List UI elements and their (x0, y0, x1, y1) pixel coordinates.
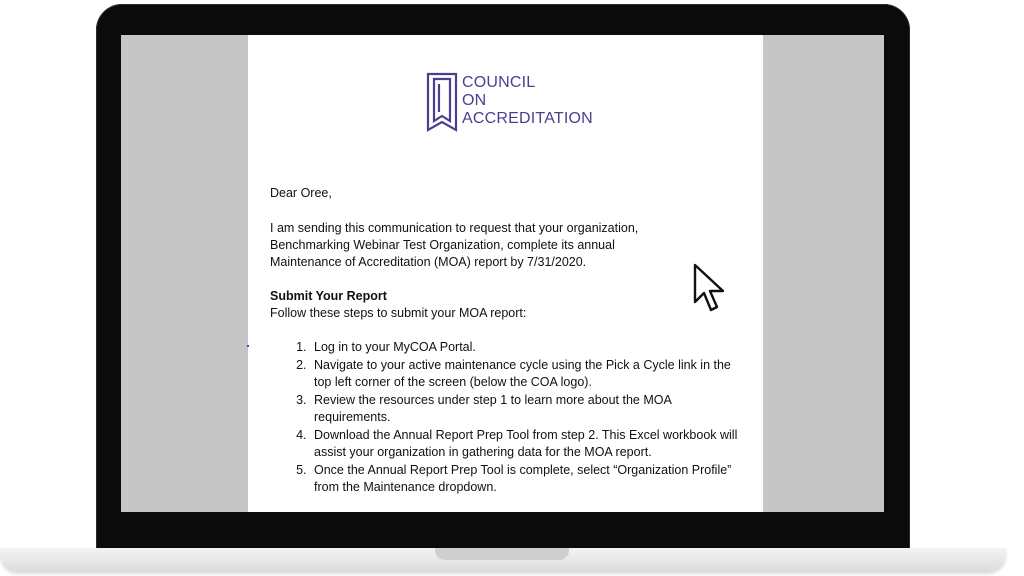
section-heading: Submit Your Report (270, 289, 387, 303)
logo-line-2: ON (462, 92, 487, 109)
stray-dot (247, 345, 249, 347)
letter-greeting: Dear Oree, (270, 186, 332, 200)
steps-intro: Follow these steps to submit your MOA report: (270, 306, 527, 320)
letter-body (270, 185, 750, 497)
logo-line-1: COUNCIL (462, 74, 536, 91)
logo-line-3: ACCREDITATION (462, 110, 593, 127)
coa-logo (426, 72, 606, 136)
letter-intro (270, 220, 750, 271)
step-item: 3. Review the resources under step 1 to learn more about the MOA requirements. (310, 392, 750, 426)
laptop-base-notch (435, 548, 569, 560)
step-item: 4. Download the Annual Report Prep Tool from step 2. This Excel workbook will assist your organization in gathering data for the MOA report. (310, 427, 750, 461)
intro-line-3: Maintenance of Accreditation (MOA) report by 7/31/2020. (270, 255, 587, 269)
step-item: 5. Once the Annual Report Prep Tool is complete, select “Organization Profile” from the Maintenance dropdown. (310, 462, 750, 496)
intro-line-2: Benchmarking Webinar Test Organization, complete its annual (270, 238, 615, 252)
coa-logo-icon (426, 72, 458, 134)
laptop-screen (121, 35, 884, 512)
step-item: 1. Log in to your MyCOA Portal. (310, 339, 750, 356)
mouse-pointer-icon (692, 262, 730, 314)
document-page (248, 35, 763, 512)
intro-line-1: I am sending this communication to request that your organization, (270, 221, 639, 235)
steps-list (270, 339, 750, 496)
step-item: 2. Navigate to your active maintenance cycle using the Pick a Cycle link in the top left corner of the screen (below the COA logo). (310, 357, 750, 391)
logo-wordmark (462, 74, 593, 128)
